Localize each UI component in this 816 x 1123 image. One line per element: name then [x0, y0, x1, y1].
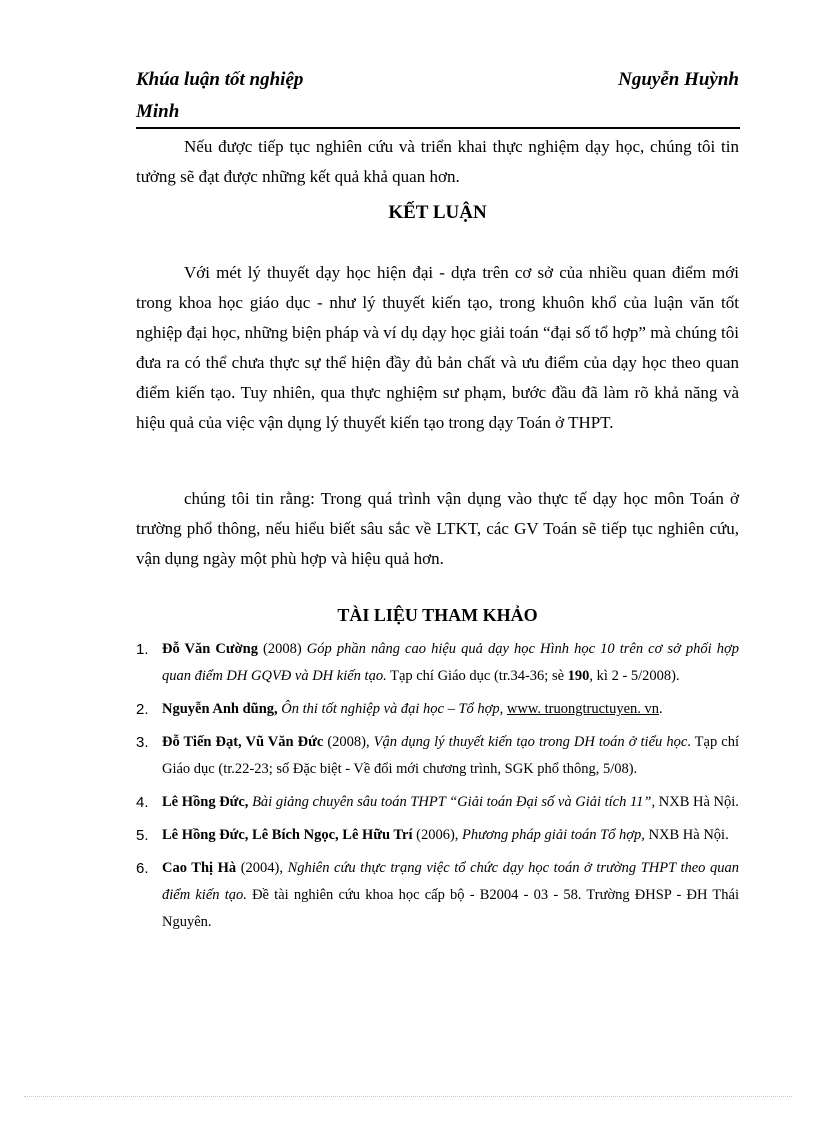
- reference-author: Đỗ Văn Cường: [162, 641, 258, 657]
- reference-author: Cao Thị Hà: [162, 860, 237, 876]
- reference-number: 4.: [136, 794, 149, 811]
- reference-publication: Tạp chí Giáo dục (tr.34-36; sè: [386, 668, 568, 684]
- intro-paragraph: Nếu được tiếp tục nghiên cứu và triển khai thực nghiệm dạy học, chúng tôi tin tưởng sẽ đạt được những kết quả khả quan hơn.: [136, 137, 739, 186]
- reference-publication-end: , kì 2 - 5/2008).: [589, 668, 680, 684]
- reference-author: Đỗ Tiến Đạt, Vũ Văn Đức: [162, 734, 324, 750]
- reference-author: Nguyễn Anh dũng,: [162, 701, 278, 717]
- reference-publication: Đề tài nghiên cứu khoa học cấp bộ - B2004 - 03 - 58. Trường ĐHSP - ĐH Thái Nguyên.: [162, 887, 739, 930]
- reference-year: (2008): [257, 641, 307, 657]
- reference-item: [136, 822, 739, 849]
- reference-author: Lê Hồng Đức,: [162, 794, 249, 810]
- reference-number: 3.: [136, 734, 149, 751]
- reference-year: (2006),: [412, 827, 463, 843]
- reference-work: Bài giảng chuyên sâu toán THPT “Giải toán Đại số và Giải tích 11”,: [248, 794, 656, 810]
- references-list: [136, 636, 739, 942]
- reference-tail: .: [659, 701, 663, 717]
- footer-dotted-line: [24, 1096, 792, 1097]
- reference-number: 6.: [136, 860, 149, 877]
- reference-work: Phương pháp giải toán Tổ hợp,: [462, 827, 645, 843]
- reference-item: [136, 636, 739, 690]
- reference-publication: NXB Hà Nội.: [655, 794, 739, 810]
- reference-work: Vận dụng lý thuyết kiến tạo trong DH toán ở tiểu học: [373, 734, 688, 750]
- conclusion-paragraph-2: chúng tôi tin rằng: Trong quá trình vận dụng vào thực tế dạy học môn Toán ở trường phổ thông, nếu hiểu biết sâu sắc về LTKT, các GV Toán sẽ tiếp tục nghiên cứu, vận dụng ngày một phù hợp và hiệu quả hơn.: [136, 489, 739, 568]
- header-author-name-continued: Minh: [136, 101, 180, 122]
- conclusion-title: KẾT LUẬN: [388, 202, 487, 223]
- header-author-name: Nguyễn Huỳnh: [618, 69, 739, 90]
- references-title: TÀI LIỆU THAM KHẢO: [337, 605, 538, 625]
- header-divider: [136, 127, 740, 129]
- reference-issue: 190: [567, 668, 590, 684]
- reference-link[interactable]: www. truongtructuyen. vn: [506, 701, 660, 717]
- reference-item: [136, 855, 739, 936]
- reference-number: 1.: [136, 641, 149, 658]
- header-thesis-title: Khúa luận tốt nghiệp: [136, 69, 304, 90]
- reference-publication: NXB Hà Nội.: [644, 827, 729, 843]
- reference-item: [136, 729, 739, 783]
- reference-year: (2008),: [323, 734, 374, 750]
- reference-item: [136, 696, 739, 723]
- reference-publication: . Tạp chí Giáo dục (tr.22-23; số Đặc biệt - Về đổi mới chương trình, SGK phổ thông, 5/08).: [162, 734, 740, 777]
- reference-number: 5.: [136, 827, 149, 844]
- reference-author: Lê Hồng Đức, Lê Bích Ngọc, Lê Hữu Trí: [162, 827, 413, 843]
- conclusion-paragraph-1: Với mét lý thuyết dạy học hiện đại - dựa trên cơ sở của nhiều quan điểm mới trong khoa học giáo dục - như lý thuyết kiến tạo, trong khuôn khổ của luận văn tốt nghiệp đại học, những biện pháp và ví dụ dạy học giải toán “đại số tổ hợp” mà chúng tôi đưa ra có thể chưa thực sự thể hiện đầy đủ bản chất và ưu điểm của dạy học theo quan điểm kiến tạo. Tuy nhiên, qua thực nghiệm sư phạm, bước đầu đã làm rõ khả năng và hiệu quả của việc vận dụng lý thuyết kiến tạo trong dạy Toán ở THPT.: [136, 263, 739, 432]
- reference-work: Góp phần nâng cao hiệu quả dạy học Hình học 10 trên cơ sở phối hợp quan điểm DH GQVĐ và DH kiến tạo.: [162, 641, 740, 684]
- page-header: [136, 64, 739, 128]
- reference-work: Nghiên cứu thực trạng việc tổ chức dạy học toán ở trường THPT theo quan điểm kiến tạo.: [162, 860, 739, 903]
- reference-item: [136, 789, 739, 816]
- reference-number: 2.: [136, 701, 149, 718]
- reference-work: Ôn thi tốt nghiệp và đại học – Tổ hợp,: [277, 701, 504, 717]
- reference-year: (2004),: [236, 860, 288, 876]
